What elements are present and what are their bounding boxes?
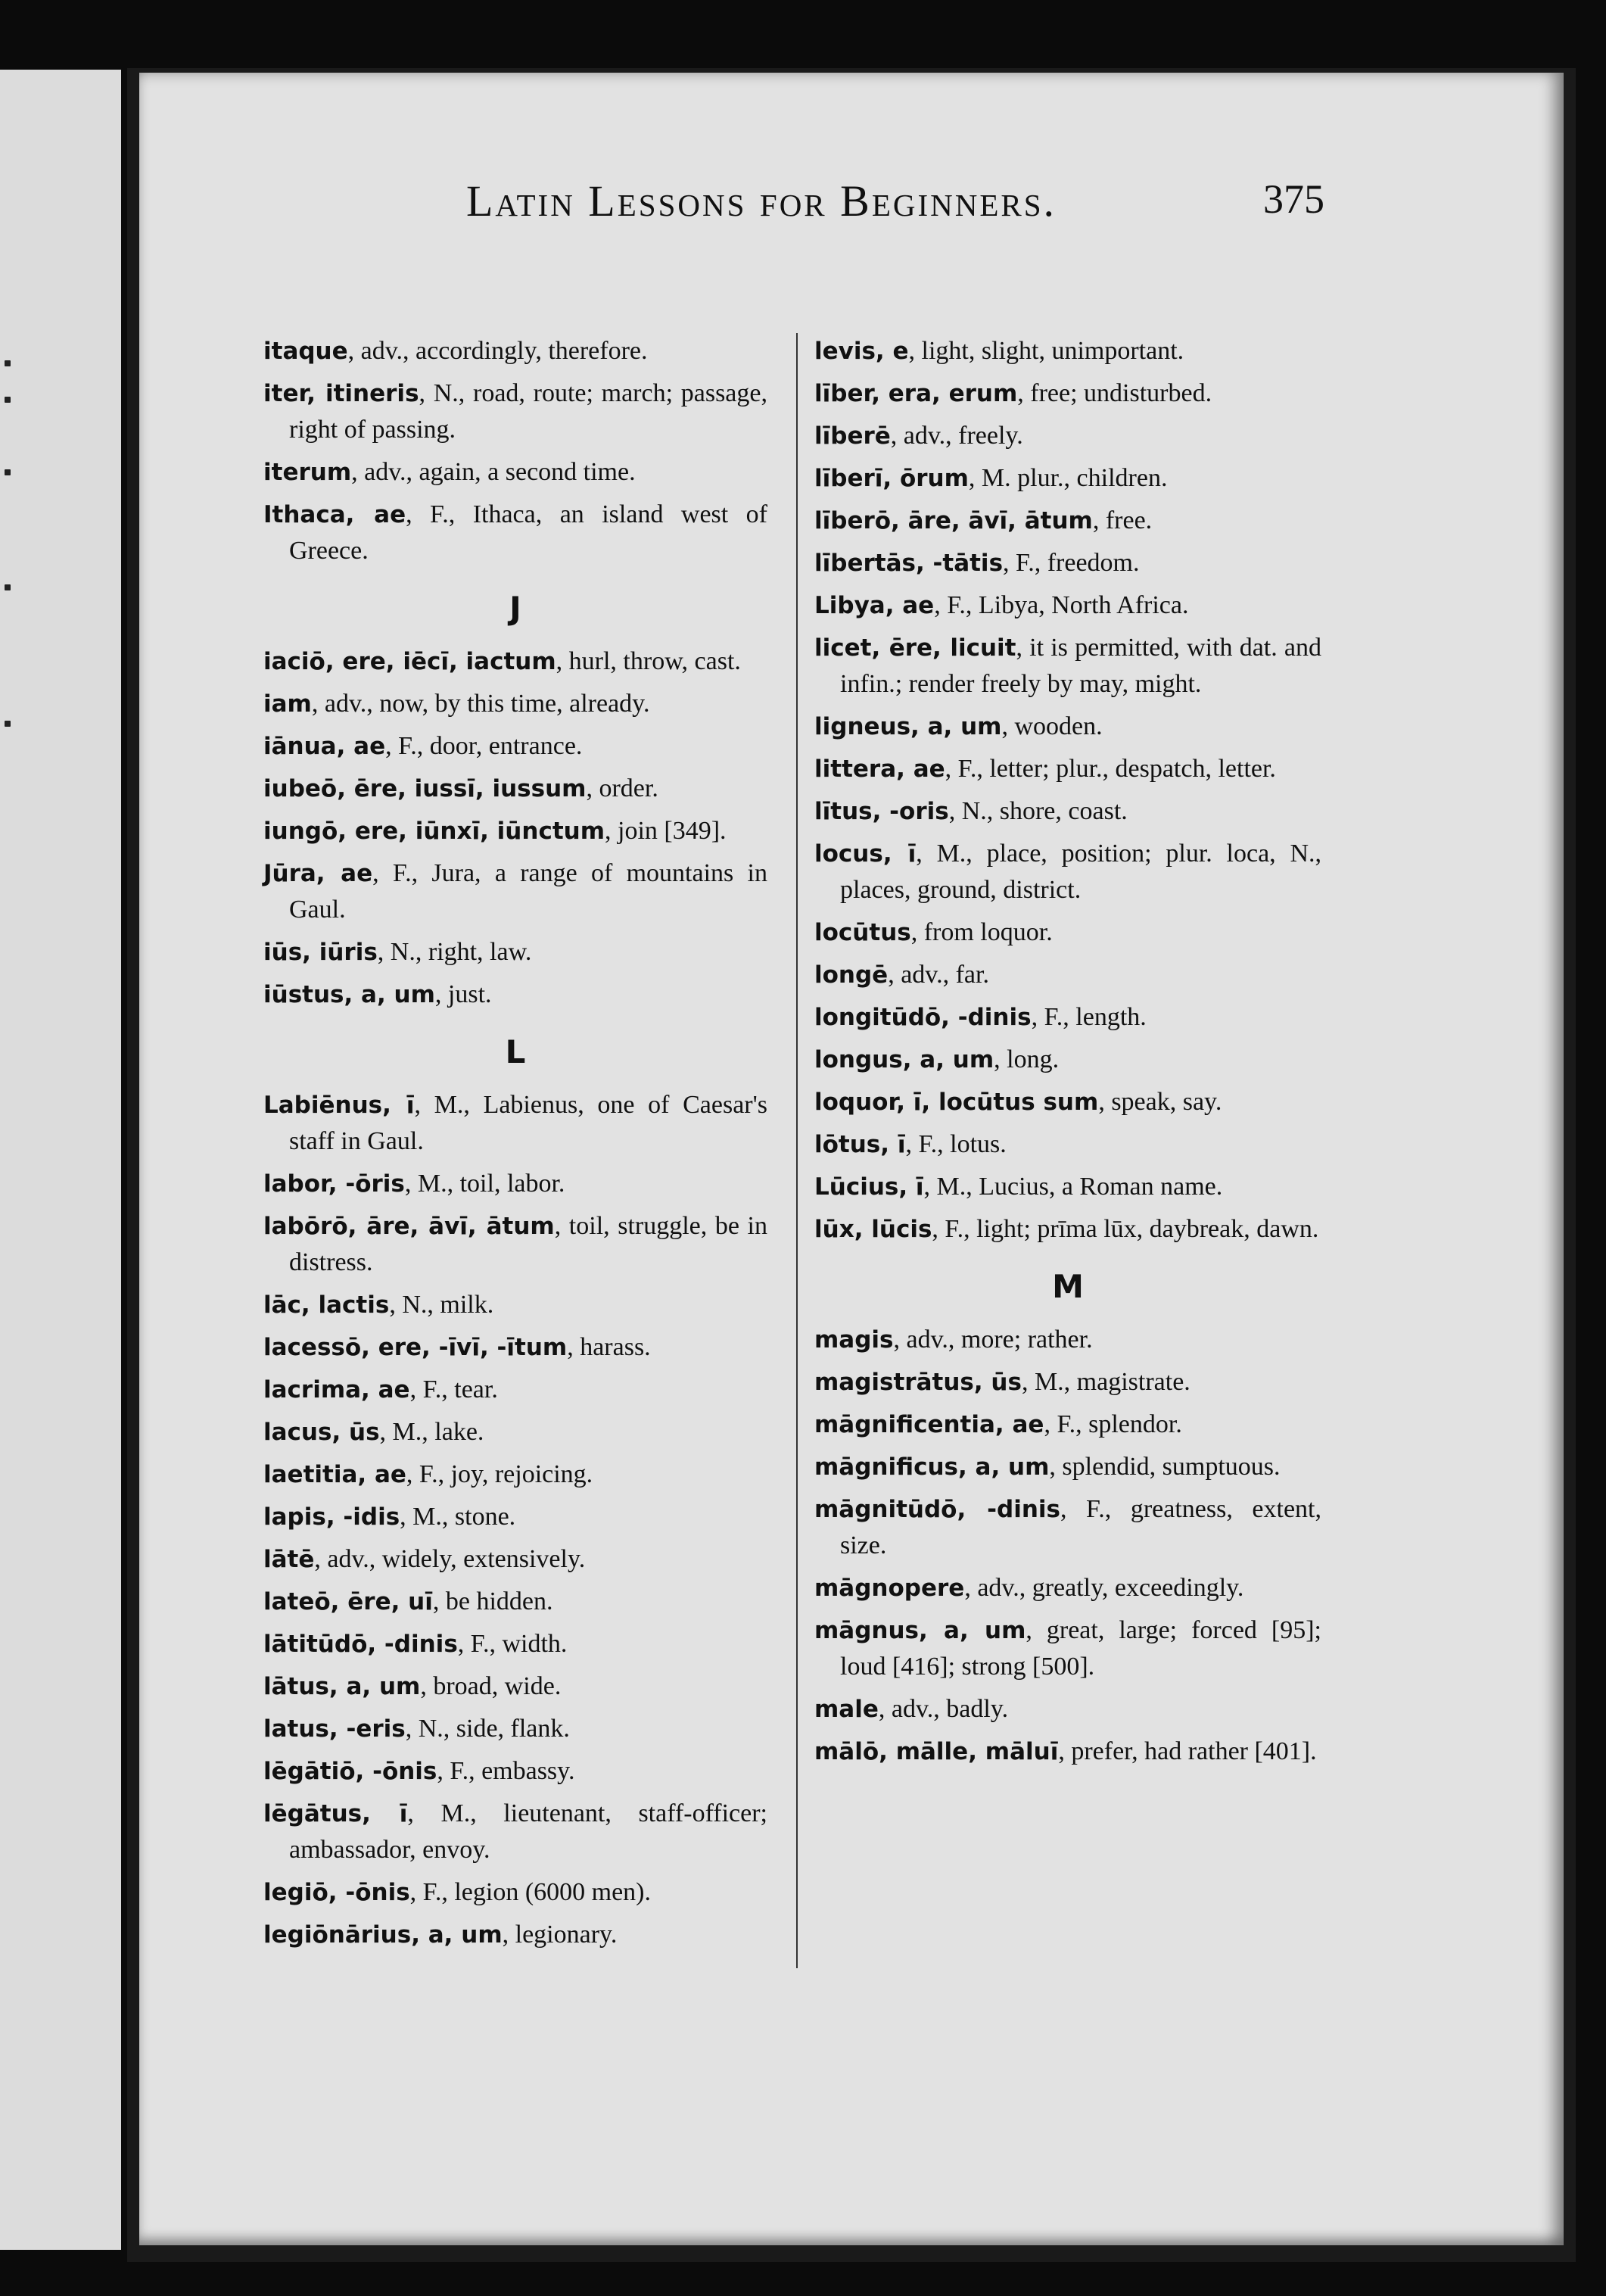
headword: Labiēnus, ī xyxy=(263,1092,415,1119)
headword: locus, ī xyxy=(814,840,917,868)
headword: magistrātus, ūs xyxy=(814,1369,1022,1396)
headword: male xyxy=(814,1696,879,1723)
headword: mālō, mālle, māluī xyxy=(814,1738,1059,1765)
headword: iaciō, ere, iēcī, iactum xyxy=(263,648,556,675)
glossary-entry xyxy=(263,1329,767,1366)
glossary-entry xyxy=(814,1491,1321,1564)
definition: , N., right, law. xyxy=(377,938,532,966)
definition: , M., stone. xyxy=(400,1503,516,1531)
headword: līberō, āre, āvī, ātum xyxy=(814,507,1093,534)
definition: , light, slight, unimportant. xyxy=(908,337,1184,365)
glossary-entry xyxy=(814,587,1321,624)
definition: , F., Jura, a range of mountains in Gaul. xyxy=(289,859,768,924)
previous-page-mark xyxy=(5,397,11,403)
headword: iungō, ere, iūnxī, iūnctum xyxy=(263,818,605,845)
headword: iter, itineris xyxy=(263,380,419,407)
definition: , F., Ithaca, an island west of Greece. xyxy=(289,500,767,565)
headword: Lūcius, ī xyxy=(814,1173,924,1201)
headword: labor, -ōris xyxy=(263,1170,405,1198)
glossary-entry xyxy=(814,914,1321,951)
glossary-entry xyxy=(263,1668,767,1705)
glossary-entry xyxy=(263,333,767,369)
glossary-entry xyxy=(263,1874,767,1911)
headword: lēgātus, ī xyxy=(263,1800,408,1827)
headword: lātus, a, um xyxy=(263,1673,421,1700)
definition: , adv., freely. xyxy=(890,422,1023,450)
glossary-entry xyxy=(814,375,1321,412)
headword: māgnitūdō, -dinis xyxy=(814,1496,1060,1523)
headword: lacrima, ae xyxy=(263,1376,410,1403)
definition: , adv., far. xyxy=(888,961,989,989)
glossary-entry xyxy=(263,728,767,765)
glossary-entry xyxy=(263,1753,767,1790)
headword: latus, -eris xyxy=(263,1715,406,1743)
headword: locūtus xyxy=(814,919,911,946)
definition: , wooden. xyxy=(1001,712,1103,740)
definition: , adv., more; rather. xyxy=(893,1326,1093,1354)
headword: longē xyxy=(814,961,889,989)
glossary-column-left xyxy=(263,333,767,1959)
glossary-entry xyxy=(814,545,1321,581)
headword: littera, ae xyxy=(814,755,945,783)
headword: lātitūdō, -dinis xyxy=(263,1631,458,1658)
glossary-entry xyxy=(263,1087,767,1160)
glossary-entry xyxy=(263,454,767,491)
glossary-entry xyxy=(814,1322,1321,1358)
headword: licet, ēre, licuit xyxy=(814,634,1016,662)
section-letter: M xyxy=(1052,1268,1084,1305)
definition: , F., Libya, North Africa. xyxy=(934,591,1189,619)
glossary-entry xyxy=(263,855,767,928)
glossary-entry xyxy=(263,1208,767,1281)
definition: , M., lieutenant, staff-officer; ambassador, envoy. xyxy=(289,1799,767,1864)
definition: , M., lake. xyxy=(379,1418,484,1446)
definition: , M., toil, labor. xyxy=(404,1170,565,1198)
headword: Jūra, ae xyxy=(263,860,373,887)
headword: māgnopere xyxy=(814,1575,965,1602)
headword: līber, era, erum xyxy=(814,380,1018,407)
definition: , F., splendor. xyxy=(1044,1410,1182,1438)
headword: magis xyxy=(814,1326,894,1354)
headword: Libya, ae xyxy=(814,592,935,619)
definition: , M., place, position; plur. loca, N., places, ground, district. xyxy=(840,840,1321,904)
headword: legiō, -ōnis xyxy=(263,1879,410,1906)
definition: , legionary. xyxy=(502,1921,618,1949)
headword: ligneus, a, um xyxy=(814,713,1002,740)
headword: lateō, ēre, uī xyxy=(263,1588,433,1615)
definition: , M., magistrate. xyxy=(1021,1368,1190,1396)
definition: , free. xyxy=(1092,506,1153,534)
headword: māgnificus, a, um xyxy=(814,1453,1050,1481)
definition: , toil, struggle, be in distress. xyxy=(289,1212,767,1276)
glossary-entry xyxy=(814,1084,1321,1120)
definition: , F., tear. xyxy=(409,1375,498,1403)
definition: , from loquor. xyxy=(910,918,1053,946)
running-head xyxy=(333,176,1324,251)
headword: iam xyxy=(263,690,312,718)
headword: longitūdō, -dinis xyxy=(814,1004,1032,1031)
headword: lātē xyxy=(263,1546,315,1573)
running-title: Latin Lessons for Beginners. xyxy=(466,176,1057,226)
glossary-entry xyxy=(814,1364,1321,1400)
definition: , F., joy, rejoicing. xyxy=(406,1460,593,1488)
definition: , hurl, throw, cast. xyxy=(556,647,741,675)
glossary-entry xyxy=(263,1414,767,1450)
glossary-entry xyxy=(263,643,767,680)
glossary-entry xyxy=(263,686,767,722)
definition: , it is permitted, with dat. and infin.; render freely by may, might. xyxy=(840,634,1322,698)
headword: lītus, -oris xyxy=(814,798,949,825)
definition: , free; undisturbed. xyxy=(1017,379,1212,407)
headword: māgnificentia, ae xyxy=(814,1411,1044,1438)
definition: , adv., widely, extensively. xyxy=(314,1545,586,1573)
definition: , F., letter; plur., despatch, letter. xyxy=(945,755,1276,783)
definition: , F., greatness, extent, size. xyxy=(840,1495,1321,1559)
definition: , F., width. xyxy=(457,1630,568,1658)
definition: , great, large; forced [95]; loud [416]; strong [500]. xyxy=(840,1616,1321,1681)
glossary-entry xyxy=(814,1691,1321,1727)
headword: longus, a, um xyxy=(814,1046,994,1073)
definition: , F., light; prīma lūx, daybreak, dawn. xyxy=(932,1215,1319,1243)
glossary-entry xyxy=(814,460,1321,497)
glossary-entry xyxy=(263,375,767,448)
previous-page-mark xyxy=(5,469,11,475)
headword: līberī, ōrum xyxy=(814,465,969,492)
headword: legiōnārius, a, um xyxy=(263,1921,503,1949)
glossary-entry xyxy=(263,934,767,970)
definition: , prefer, had rather [401]. xyxy=(1058,1737,1317,1765)
definition: , F., lotus. xyxy=(905,1130,1007,1158)
headword: iubeō, ēre, iussī, iussum xyxy=(263,775,587,802)
glossary-entry xyxy=(263,1584,767,1620)
definition: , long. xyxy=(994,1045,1060,1073)
definition: , speak, say. xyxy=(1098,1088,1222,1116)
glossary-entry xyxy=(263,1166,767,1202)
glossary-entry xyxy=(814,1612,1321,1685)
page-number: 375 xyxy=(1263,176,1324,222)
headword: iānua, ae xyxy=(263,733,386,760)
glossary-entry xyxy=(814,1126,1321,1163)
definition: , just. xyxy=(434,980,492,1008)
definition: , adv., badly. xyxy=(878,1695,1009,1723)
definition: , F., embassy. xyxy=(437,1757,575,1785)
headword: lāc, lactis xyxy=(263,1291,390,1319)
glossary-entry xyxy=(263,1541,767,1578)
glossary-entry xyxy=(814,1169,1321,1205)
definition: , N., shore, coast. xyxy=(948,797,1128,825)
column-rule xyxy=(796,333,798,1968)
glossary-entry xyxy=(263,1626,767,1662)
glossary-entry xyxy=(263,771,767,807)
headword: lacus, ūs xyxy=(263,1419,380,1446)
headword: lapis, -idis xyxy=(263,1503,400,1531)
headword: māgnus, a, um xyxy=(814,1617,1026,1644)
glossary-entry xyxy=(263,1796,767,1868)
headword: iūstus, a, um xyxy=(263,981,435,1008)
glossary-entry xyxy=(814,1407,1321,1443)
glossary-entry xyxy=(263,1372,767,1408)
headword: loquor, ī, locūtus sum xyxy=(814,1089,1099,1116)
glossary-entry xyxy=(814,1734,1321,1770)
definition: , adv., greatly, exceedingly. xyxy=(964,1574,1244,1602)
glossary-entry xyxy=(814,999,1321,1036)
glossary-entry xyxy=(263,1917,767,1953)
headword: laetitia, ae xyxy=(263,1461,406,1488)
previous-page-edge xyxy=(0,70,121,2250)
section-letter: J xyxy=(509,590,521,627)
headword: lōtus, ī xyxy=(814,1131,906,1158)
definition: , M., Lucius, a Roman name. xyxy=(923,1173,1223,1201)
headword: itaque xyxy=(263,338,348,365)
definition: , N., milk. xyxy=(389,1291,494,1319)
glossary-entry xyxy=(814,957,1321,993)
glossary-entry xyxy=(814,793,1321,830)
glossary-column-right xyxy=(814,333,1321,1776)
glossary-entry xyxy=(814,333,1321,369)
definition: , F., length. xyxy=(1031,1003,1147,1031)
definition: , F., freedom. xyxy=(1003,549,1140,577)
glossary-entry xyxy=(263,813,767,849)
glossary-entry xyxy=(814,751,1321,787)
definition: , M. plur., children. xyxy=(968,464,1168,492)
previous-page-mark xyxy=(5,584,11,590)
headword: lūx, lūcis xyxy=(814,1216,932,1243)
definition: , order. xyxy=(586,774,658,802)
glossary-entry xyxy=(263,1499,767,1535)
glossary-entry xyxy=(814,630,1321,703)
definition: , be hidden. xyxy=(432,1587,553,1615)
headword: lēgātiō, -ōnis xyxy=(263,1758,437,1785)
glossary-entry xyxy=(814,836,1321,908)
glossary-entry xyxy=(263,977,767,1013)
previous-page-mark xyxy=(5,721,11,727)
definition: , adv., again, a second time. xyxy=(351,458,636,486)
definition: , F., legion (6000 men). xyxy=(409,1878,652,1906)
definition: , adv., now, by this time, already. xyxy=(311,690,650,718)
headword: līberē xyxy=(814,422,891,450)
definition: , adv., accordingly, therefore. xyxy=(347,337,648,365)
glossary-entry xyxy=(814,1449,1321,1485)
glossary-entry xyxy=(814,709,1321,745)
glossary-entry xyxy=(263,1287,767,1323)
definition: , join [349]. xyxy=(605,817,727,845)
definition: , M., Labienus, one of Caesar's staff in Gaul. xyxy=(289,1091,767,1155)
definition: , broad, wide. xyxy=(420,1672,562,1700)
headword: levis, e xyxy=(814,338,909,365)
glossary-entry xyxy=(814,1042,1321,1078)
definition: , F., door, entrance. xyxy=(385,732,583,760)
headword: lacessō, ere, -īvī, -ītum xyxy=(263,1334,568,1361)
definition: , splendid, sumptuous. xyxy=(1049,1453,1281,1481)
headword: iterum xyxy=(263,459,352,486)
glossary-entry xyxy=(263,1456,767,1493)
glossary-entry xyxy=(814,1211,1321,1248)
section-letter: L xyxy=(505,1033,526,1070)
definition: , N., road, route; march; passage, right of passing. xyxy=(289,379,767,444)
headword: labōrō, āre, āvī, ātum xyxy=(263,1213,555,1240)
glossary-entry xyxy=(814,1570,1321,1606)
glossary-entry xyxy=(263,497,767,569)
glossary-entry xyxy=(814,418,1321,454)
headword: Ithaca, ae xyxy=(263,501,406,528)
headword: iūs, iūris xyxy=(263,939,378,966)
previous-page-mark xyxy=(5,360,11,366)
glossary-entry xyxy=(263,1711,767,1747)
definition: , N., side, flank. xyxy=(405,1715,570,1743)
definition: , harass. xyxy=(567,1333,651,1361)
glossary-entry xyxy=(814,503,1321,539)
headword: lībertās, -tātis xyxy=(814,550,1004,577)
